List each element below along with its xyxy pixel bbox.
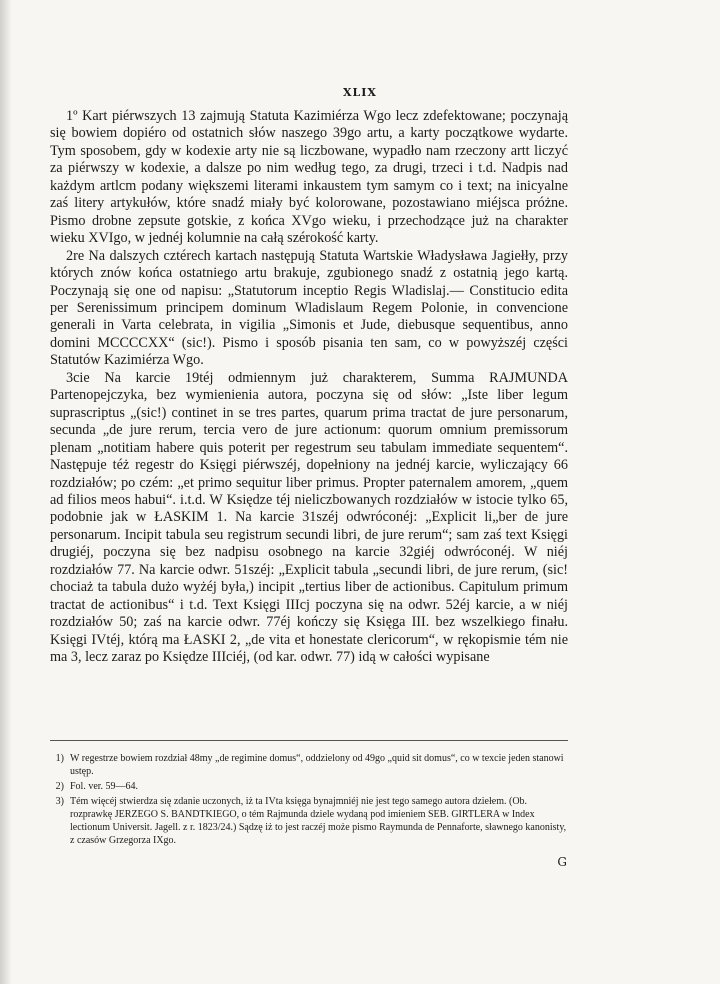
footnote-text: W regestrze bowiem rozdział 48my „de regimine domus“, oddzielony od 49go „quid sit domus“, co w texcie jeden stanowi ustęp. [70, 753, 564, 777]
footnote [50, 752, 568, 778]
paragraph-2: 2re Na dalszych cztérech kartach następują Statuta Wartskie Władysława Jagiełły, przy których znów końca ostatniego artu brakuje, zgubionego snadź z ostatnią jego kartą. Poczynają się one od napisu: „Statutorum inceptio Regis Wladislaj.— Constitucio edita per Serenissimum principem dominum Wladislaum Regem Polonie, in convencione generali in Varta celebrata, in vigilia „Simonis et Jude, diebusque sequentibus, anno domini MCCCCXX“ (sic!). Pismo i sposób pisania ten sam, co w powyższéj części Statutów Kazimiérza Wgo. [50, 247, 568, 369]
footnote-divider [50, 740, 568, 741]
binding-shadow [0, 0, 12, 984]
footnote [50, 795, 568, 847]
printer-signature-mark: G [557, 855, 567, 869]
footnote-text: Fol. ver. 59—64. [70, 781, 139, 792]
paragraph-3: 3cie Na karcie 19téj odmiennym już charakterem, Summa RAJMUNDA Partenopejczyka, bez wymienienia autora, poczyna się od słów: „Iste liber legum suprascriptus „(sic!) continet in se tres partes, quarum prima tractat de jure personarum, secunda „de jure rerum, tercia vero de jure actionum: quorum omnium premissorum plenam „notitiam habere quis poterit per regestrum seu tabulam immediate sequentem“. Następuje téż regestr do Księgi piérwszéj, dopełniony na jednéj karcie, wyliczający 66 rozdziałów; po czém: „et primo sequitur liber primus. Propter paternalem amorem, „quem ad filios meos habui“. i.t.d. W Księdze téj nieliczbowanych rozdziałów w istocie tylko 65, podobnie jak w ŁASKIM 1. Na karcie 31széj odwróconéj: „Explicit li„ber de jure personarum. Incipit tabula seu registrum secundi libri, de jure rerum“; sam zaś text Księgi drugiéj, poczyna się bez nadpisu osobnego na karcie 32giéj odwróconéj. W niéj rozdziałów 77. Na karcie odwr. 51széj: „Explicit tabula „secundi libri, de jure rerum, (sic! chociaż ta tabula dużo wyżéj była,) incipit „tertius liber de actionibus. Capitulum primum tractat de actionibus“ i t.d. Text Księgi IIIcj poczyna się na odwr. 52éj karcie, a w niéj rozdziałów 50; zaś na karcie odwr. 77éj kończy się Księga III. bez wszelkiego finału. Księgi IVtéj, którą ma ŁASKI 2, „de vita et honestate clericorum“, w rękopismie tém nie ma 3, lecz zaraz po Księdze IIIciéj, (od kar. odwr. 77) idą w całości wypisane [50, 369, 568, 666]
footnote-mark: 1) [55, 753, 64, 764]
paragraph-1: 1º Kart piérwszych 13 zajmują Statuta Kazimiérza Wgo lecz zdefektowane; poczynają się bowiem dopiéro od ostatnich słów naszego 39go artu, a karty początkowe wydarte. Tym sposobem, gdy w kodexie arty nie są liczbowane, wypadło nam rzeczony artt liczyć za piérwszy w kodexie, a dalsze po nim według tego, za drugi, trzeci i t.d. Nadpis nad każdym artlcm podany większemi literami inkaustem tym samym co i text; na inicyalne zaś litery artykułów, które snadź miały być kolorowane, pozostawiano miéjsca próżne. Pismo drobne zepsute gotskie, z końca XVgo wieku, i przechodzące już na charakter wieku XVIgo, w jednéj kolumnie na całą szérokość karty. [50, 108, 568, 247]
body-text [50, 108, 568, 667]
footnotes [50, 752, 568, 849]
footnote-mark: 2) [55, 781, 64, 792]
footnote-mark: 3) [55, 796, 64, 807]
footnote-text: Tém więcéj stwierdza się zdanie uczonych, iż ta IVta księga bynajmniéj nie jest tego samego autora dziełem. (Ob. rozprawkę JERZEGO S. BANDTKIEGO, o tém Rajmunda dziele wydaną pod imieniem SEB. GIRTLERA w Index lectionum Universit. Jagell. z r. 1823/24.) Sądzę iż to jest raczéj może pismo Raymunda de Pennaforte, sławnego kanonisty, z czasów Grzegorza IXgo. [70, 796, 567, 846]
footnote [50, 780, 568, 793]
page-number: XLIX [343, 86, 377, 99]
